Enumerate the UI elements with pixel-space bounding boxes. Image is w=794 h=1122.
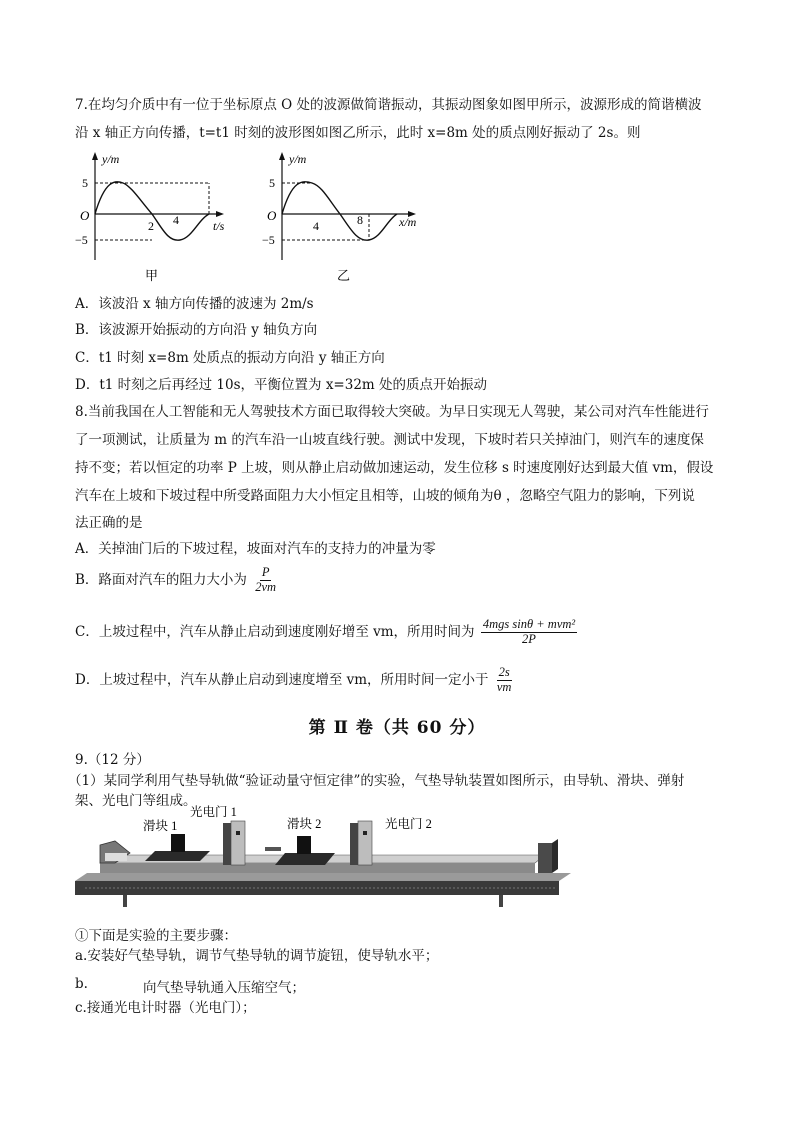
q8-line1: 8.当前我国在人工智能和无人驾驶技术方面已取得较大突破。为早日实现无人驾驶，某公司对汽车性能进行 (75, 404, 709, 420)
q8-option-b-fraction (253, 566, 278, 595)
q7-option-b: B．该波源开始振动的方向沿 y 轴负方向 (75, 322, 318, 338)
q9-steps-header: ①下面是实验的主要步骤： (75, 928, 237, 944)
q9-step-b-label: b. (75, 976, 88, 992)
graph-yi (257, 150, 427, 285)
q8-line3: 持不变；若以恒定的功率 P 上坡，则从静止启动做加速运动，发生位移 s 时速度刚好达到最大值 vm，假设 (75, 460, 714, 476)
label-slider2: 滑块 2 (287, 817, 322, 831)
q8-option-b (75, 566, 280, 595)
label-gate1: 光电门 1 (190, 805, 237, 819)
q7-option-c: C．t1 时刻 x=8m 处质点的振动方向沿 y 轴正方向 (75, 350, 385, 366)
jia-xtick-2: 2 (148, 219, 154, 233)
yi-ytick-neg5: −5 (262, 233, 275, 247)
yi-xtick-4: 4 (313, 219, 319, 233)
air-track-figure (75, 803, 575, 918)
q8-option-c-text: C．上坡过程中，汽车从静止启动到速度刚好增至 vm，所用时间为 (75, 623, 475, 640)
q8-d-denominator: vm (496, 679, 512, 694)
q8-line2: 了一项测试，让质量为 m 的汽车沿一山坡直线行驶。测试中发现，下坡时若只关掉油门，则汽车的速度保 (75, 432, 704, 448)
q9-step-b: 向气垫导轨通入压缩空气； (143, 980, 305, 996)
yi-x-label: x/m (399, 215, 417, 229)
label-gate2: 光电门 2 (385, 817, 432, 831)
q8-d-numerator: 2s (498, 665, 510, 679)
q8-option-c (75, 618, 579, 647)
q8-c-denominator: 2P (522, 631, 536, 646)
q8-option-a: A．关掉油门后的下坡过程，坡面对汽车的支持力的冲量为零 (75, 541, 436, 557)
q8-option-c-fraction (481, 618, 577, 647)
q9-header: 9.（12 分） (75, 752, 150, 768)
section-title: 第 Ⅱ 卷（共 60 分） (308, 718, 486, 738)
jia-y-label: y/m (102, 152, 120, 166)
yi-xtick-8: 8 (357, 213, 363, 227)
graph-jia (70, 150, 240, 285)
q8-line5: 法正确的是 (75, 515, 143, 531)
q7-line2: 沿 x 轴正方向传播，t=t1 时刻的波形图如图乙所示，此时 x=8m 处的质点刚好振动了 2s。则 (75, 125, 641, 141)
q8-option-b-text: B．路面对汽车的阻力大小为 (75, 571, 247, 588)
q8-option-d-fraction (495, 666, 514, 695)
q7-option-d: D．t1 时刻之后再经过 10s，平衡位置为 x=32m 处的质点开始振动 (75, 377, 488, 393)
q8-b-numerator: P (261, 565, 270, 579)
q7-line1: 7.在均匀介质中有一位于坐标原点 O 处的波源做简谐振动，其振动图象如图甲所示，波源形成的简谐横波 (75, 97, 702, 113)
jia-xtick-4: 4 (173, 213, 179, 227)
q9-step-c: c.接通光电计时器（光电门）； (75, 1000, 256, 1016)
q9-line1: （1）某同学利用气垫导轨做“验证动量守恒定律”的实验，气垫导轨装置如图所示，由导轨、滑块、弹射 (68, 773, 685, 789)
q8-c-numerator: 4mgs sinθ + mvm² (482, 617, 576, 631)
q8-b-denominator: 2vm (255, 579, 277, 594)
q9-line2: 架、光电门等组成。 (75, 793, 197, 809)
yi-ytick-5: 5 (269, 176, 275, 190)
q7-option-a: A．该波沿 x 轴方向传播的波速为 2m/s (75, 296, 314, 312)
jia-x-label: t/s (213, 219, 225, 233)
q9-step-a: a.安装好气垫导轨，调节气垫导轨的调节旋钮，使导轨水平； (75, 948, 439, 964)
jia-caption: 甲 (145, 268, 159, 283)
yi-origin: O (267, 208, 277, 223)
yi-caption: 乙 (337, 268, 351, 283)
q8-line4: 汽车在上坡和下坡过程中所受路面阻力大小恒定且相等，山坡的倾角为θ ，忽略空气阻力的影响，下列说 (75, 488, 695, 504)
jia-ytick-neg5: −5 (75, 233, 88, 247)
label-slider1: 滑块 1 (143, 819, 178, 833)
q8-option-d (75, 666, 515, 695)
q8-option-d-text: D．上坡过程中，汽车从静止启动到速度增至 vm，所用时间一定小于 (75, 671, 489, 688)
jia-origin: O (80, 208, 90, 223)
yi-y-label: y/m (289, 152, 307, 166)
jia-ytick-5: 5 (82, 176, 88, 190)
